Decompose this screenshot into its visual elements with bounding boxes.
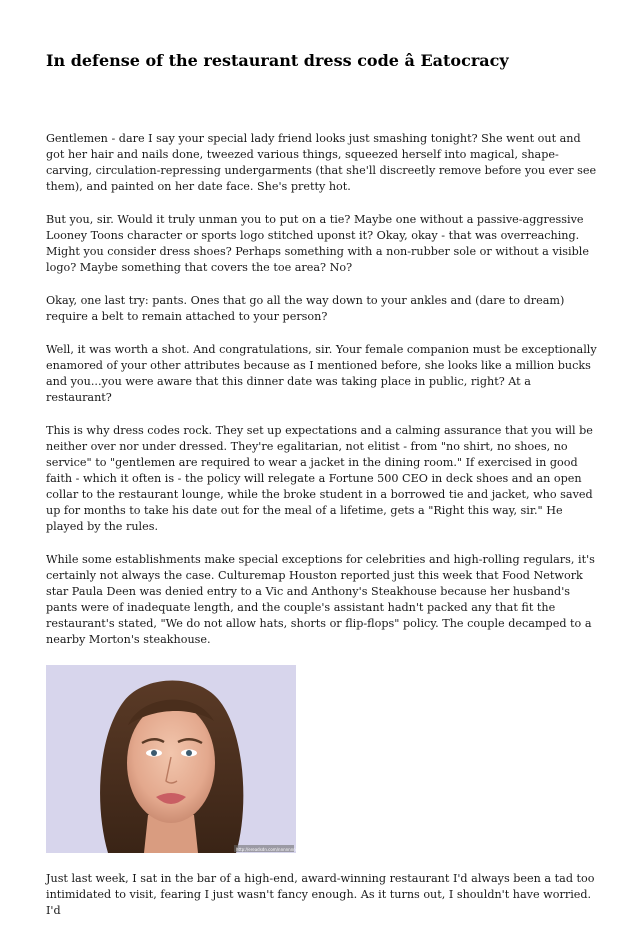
paragraph-2: But you, sir. Would it truly unman you to put on a tie? Maybe one without a passive-aggressive Looney Toons character or sports logo stitched uponst it? Okay, okay - that was overreaching. Might you consider dress shoes? Perhaps something with a non-rubber sole or without a visible logo? Maybe something that covers the toe area? No?: [46, 213, 589, 274]
page-title: In defense of the restaurant dress code â Eatocracy: [46, 51, 509, 70]
paragraph-3: Okay, one last try: pants. Ones that go all the way down to your ankles and (dare to dream) require a belt to remain attached to your person?: [46, 294, 565, 323]
portrait-photo: [46, 665, 304, 853]
photo-caption: http://ereadsdn.com/nnnnnnnnnn: [236, 847, 304, 852]
portrait-illustration: [46, 665, 304, 853]
left-iris: [151, 750, 157, 756]
paragraph-4: Well, it was worth a shot. And congratulations, sir. Your female companion must be exceptionally enamored of your other attributes because as I mentioned before, she looks like a million bucks and you...you were aware that this dinner date was taking place in public, right? At a restaurant?: [46, 343, 597, 404]
paragraph-1: Gentlemen - dare I say your special lady friend looks just smashing tonight? She went out and got her hair and nails done, tweezed various things, squeezed herself into magical, shape-carving, circulation-repressing undergarments (that she'll discreetly remove before you ever see them), and painted on her date face. She's pretty hot.: [46, 132, 597, 193]
paragraph-7: Just last week, I sat in the bar of a high-end, award-winning restaurant I'd always been a tad too intimidated to visit, fearing I just wasn't fancy enough. As it turns out, I shouldn't have worried. I'd: [46, 872, 595, 917]
paragraph-5: This is why dress codes rock. They set up expectations and a calming assurance that you will be neither over nor under dressed. They're egalitarian, not elitist - from "no shirt, no shoes, no service" to "gentlemen are required to wear a jacket in the dining room." If exercised in good faith - which it often is - the policy will relegate a Fortune 500 CEO in deck shoes and an open collar to the restaurant lounge, while the broke student in a borrowed tie and jacket, who saved up for months to take his date out for the meal of a lifetime, gets a "Right this way, sir." He played by the rules.: [46, 424, 593, 533]
right-iris: [186, 750, 192, 756]
paragraph-6: While some establishments make special exceptions for celebrities and high-rolling regulars, it's certainly not always the case. Culturemap Houston reported just this week that Food Network star Paula Deen was denied entry to a Vic and Anthony's Steakhouse because her husband's pants were of inadequate length, and the couple's assistant hadn't packed any that fit the restaurant's stated, "We do not allow hats, shorts or flip-flops" policy. The couple decamped to a nearby Morton's steakhouse.: [46, 553, 595, 646]
face-shape: [127, 703, 215, 823]
article-body: [46, 131, 598, 936]
